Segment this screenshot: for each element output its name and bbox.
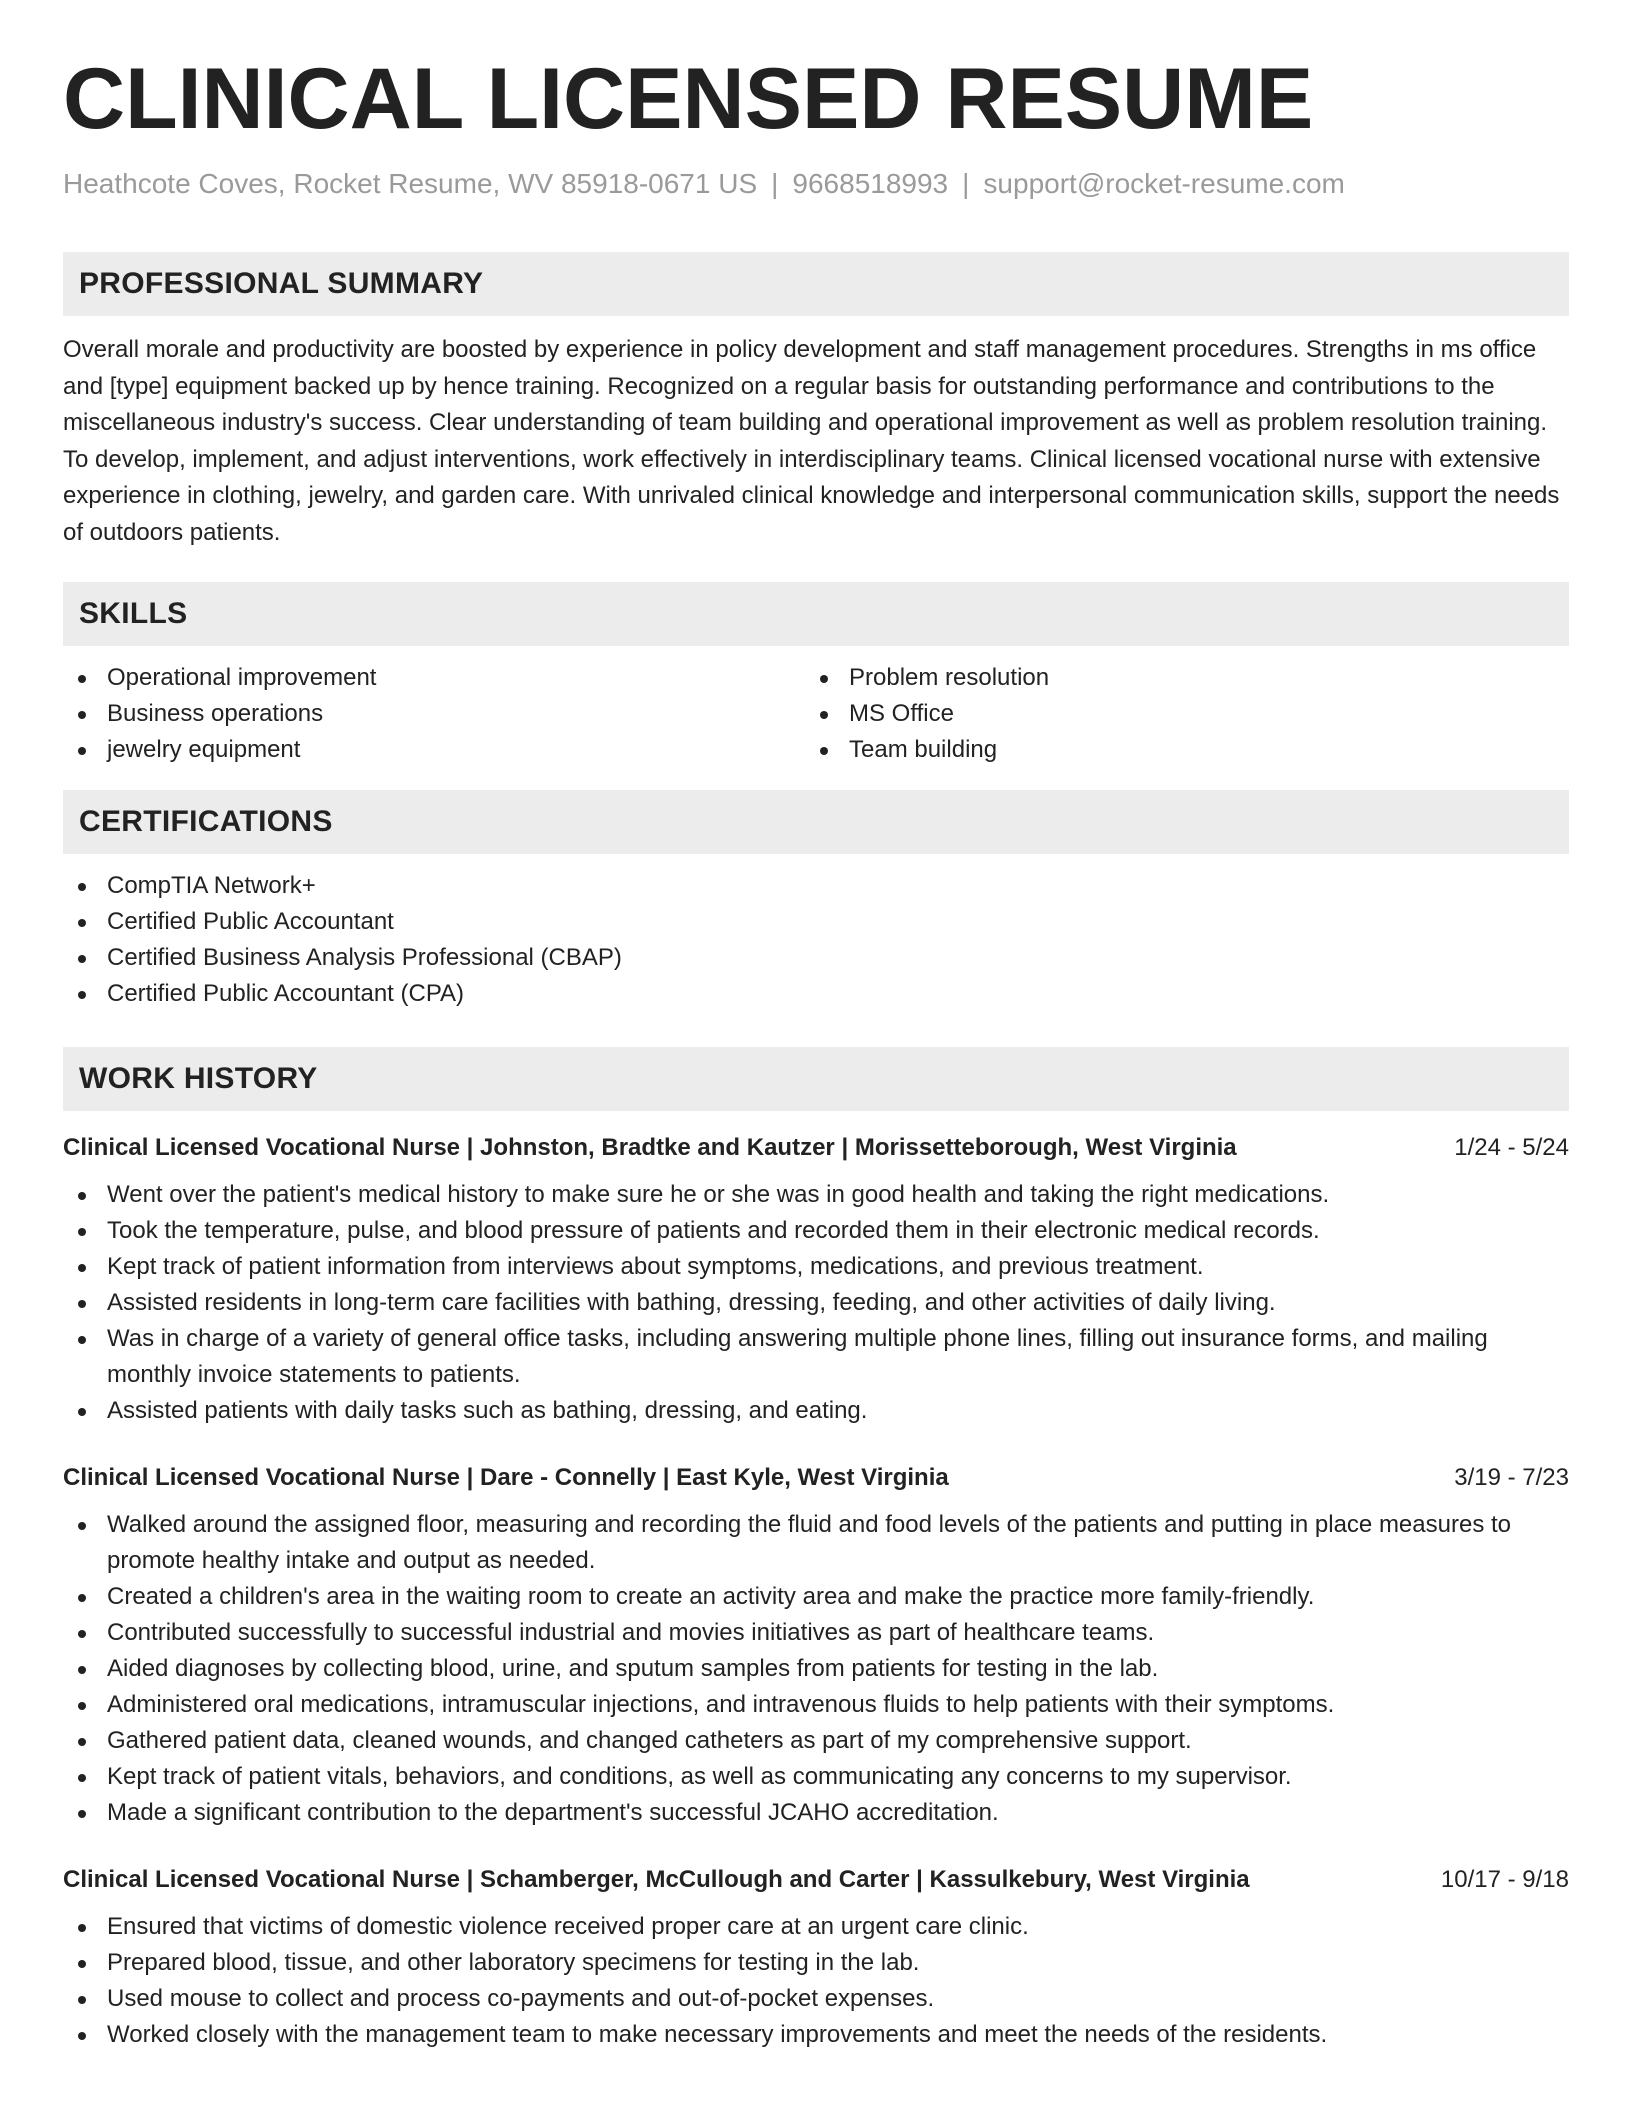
- summary-heading: PROFESSIONAL SUMMARY: [63, 252, 1569, 316]
- job-header: [63, 1463, 1569, 1493]
- job-dates: 10/17 - 9/18: [1440, 1866, 1569, 1893]
- job-bullet: Worked closely with the management team to make necessary improvements and meet the needs of the residents.: [63, 2017, 1569, 2053]
- job-heading: Clinical Licensed Vocational Nurse | Schamberger, McCullough and Carter | Kassulkebury, West Virginia: [63, 1866, 1250, 1893]
- job-bullet: Made a significant contribution to the department's successful JCAHO accreditation.: [63, 1795, 1569, 1831]
- job-bullet-list: [63, 1507, 1569, 1831]
- certification-item: Certified Business Analysis Professional (CBAP): [63, 940, 1569, 976]
- job-bullet: Kept track of patient vitals, behaviors, and conditions, as well as communicating any concerns to my supervisor.: [63, 1759, 1569, 1795]
- job-bullet: Used mouse to collect and process co-payments and out-of-pocket expenses.: [63, 1981, 1569, 2017]
- job-bullet-list: [63, 1909, 1569, 2053]
- job-bullet: Assisted patients with daily tasks such as bathing, dressing, and eating.: [63, 1393, 1569, 1429]
- job-dates: 1/24 - 5/24: [1454, 1134, 1569, 1161]
- job-entry: [63, 1133, 1569, 1429]
- job-heading: Clinical Licensed Vocational Nurse | Dare - Connelly | East Kyle, West Virginia: [63, 1464, 949, 1491]
- job-bullet: Took the temperature, pulse, and blood pressure of patients and recorded them in their electronic medical records.: [63, 1213, 1569, 1249]
- skills-grid: [63, 660, 1569, 768]
- contact-address: Heathcote Coves, Rocket Resume, WV 85918-0671 US: [63, 168, 758, 199]
- job-bullet: Ensured that victims of domestic violence received proper care at an urgent care clinic.: [63, 1909, 1569, 1945]
- certification-item: Certified Public Accountant: [63, 904, 1569, 940]
- job-bullet: Aided diagnoses by collecting blood, urine, and sputum samples from patients for testing in the lab.: [63, 1651, 1569, 1687]
- summary-text: Overall morale and productivity are boosted by experience in policy development and staff management procedures. Strengths in ms office and [type] equipment backed up by hence training. Recognized on a regular basis for outstanding performance and contributions to the miscellaneous industry's success. Clear understanding of team building and operational improvement as well as problem resolution training. To develop, implement, and adjust interventions, work effectively in interdisciplinary teams. Clinical licensed vocational nurse with extensive experience in clothing, jewelry, and garden care. With unrivaled clinical knowledge and interpersonal communication skills, support the needs of outdoors patients.: [63, 336, 1560, 546]
- certification-item: Certified Public Accountant (CPA): [63, 976, 1569, 1012]
- job-bullet: Gathered patient data, cleaned wounds, and changed catheters as part of my comprehensive support.: [63, 1723, 1569, 1759]
- contact-separator: |: [771, 168, 779, 199]
- job-bullet: Contributed successfully to successful industrial and movies initiatives as part of healthcare teams.: [63, 1615, 1569, 1651]
- job-bullet: Kept track of patient information from interviews about symptoms, medications, and previous treatment.: [63, 1249, 1569, 1285]
- skill-item: Problem resolution: [805, 660, 1547, 696]
- work-history-heading: WORK HISTORY: [63, 1047, 1569, 1111]
- skills-heading: SKILLS: [63, 582, 1569, 646]
- contact-separator: |: [962, 168, 970, 199]
- skills-left-list: [63, 660, 805, 768]
- skill-item: Team building: [805, 732, 1547, 768]
- resume-title: CLINICAL LICENSED RESUME: [63, 51, 1314, 147]
- job-bullet: Was in charge of a variety of general office tasks, including answering multiple phone lines, filling out insurance forms, and mailing monthly invoice statements to patients.: [63, 1321, 1569, 1393]
- job-bullet: Assisted residents in long-term care facilities with bathing, dressing, feeding, and other activities of daily living.: [63, 1285, 1569, 1321]
- certifications-heading: CERTIFICATIONS: [63, 790, 1569, 854]
- job-bullet: Went over the patient's medical history to make sure he or she was in good health and taking the right medications.: [63, 1177, 1569, 1213]
- certification-item: CompTIA Network+: [63, 868, 1569, 904]
- job-header: [63, 1133, 1569, 1163]
- skill-item: jewelry equipment: [63, 732, 805, 768]
- job-header: [63, 1865, 1569, 1895]
- job-bullet: Created a children's area in the waiting room to create an activity area and make the practice more family-friendly.: [63, 1579, 1569, 1615]
- job-bullet: Administered oral medications, intramuscular injections, and intravenous fluids to help patients with their symptoms.: [63, 1687, 1569, 1723]
- skills-right-list: [805, 660, 1547, 768]
- job-bullet-list: [63, 1177, 1569, 1429]
- job-entry: [63, 1463, 1569, 1831]
- certifications-list: [63, 868, 1569, 1012]
- skill-item: MS Office: [805, 696, 1547, 732]
- contact-email: support@rocket-resume.com: [983, 168, 1345, 199]
- job-bullet: Prepared blood, tissue, and other laboratory specimens for testing in the lab.: [63, 1945, 1569, 1981]
- contact-line: [63, 168, 1569, 200]
- skill-item: Business operations: [63, 696, 805, 732]
- contact-phone: 9668518993: [792, 168, 949, 199]
- job-dates: 3/19 - 7/23: [1454, 1464, 1569, 1491]
- skill-item: Operational improvement: [63, 660, 805, 696]
- job-entry: [63, 1865, 1569, 2053]
- job-heading: Clinical Licensed Vocational Nurse | Johnston, Bradtke and Kautzer | Morissetteborough, West Virginia: [63, 1134, 1237, 1161]
- job-bullet: Walked around the assigned floor, measuring and recording the fluid and food levels of the patients and putting in place measures to promote healthy intake and output as needed.: [63, 1507, 1569, 1579]
